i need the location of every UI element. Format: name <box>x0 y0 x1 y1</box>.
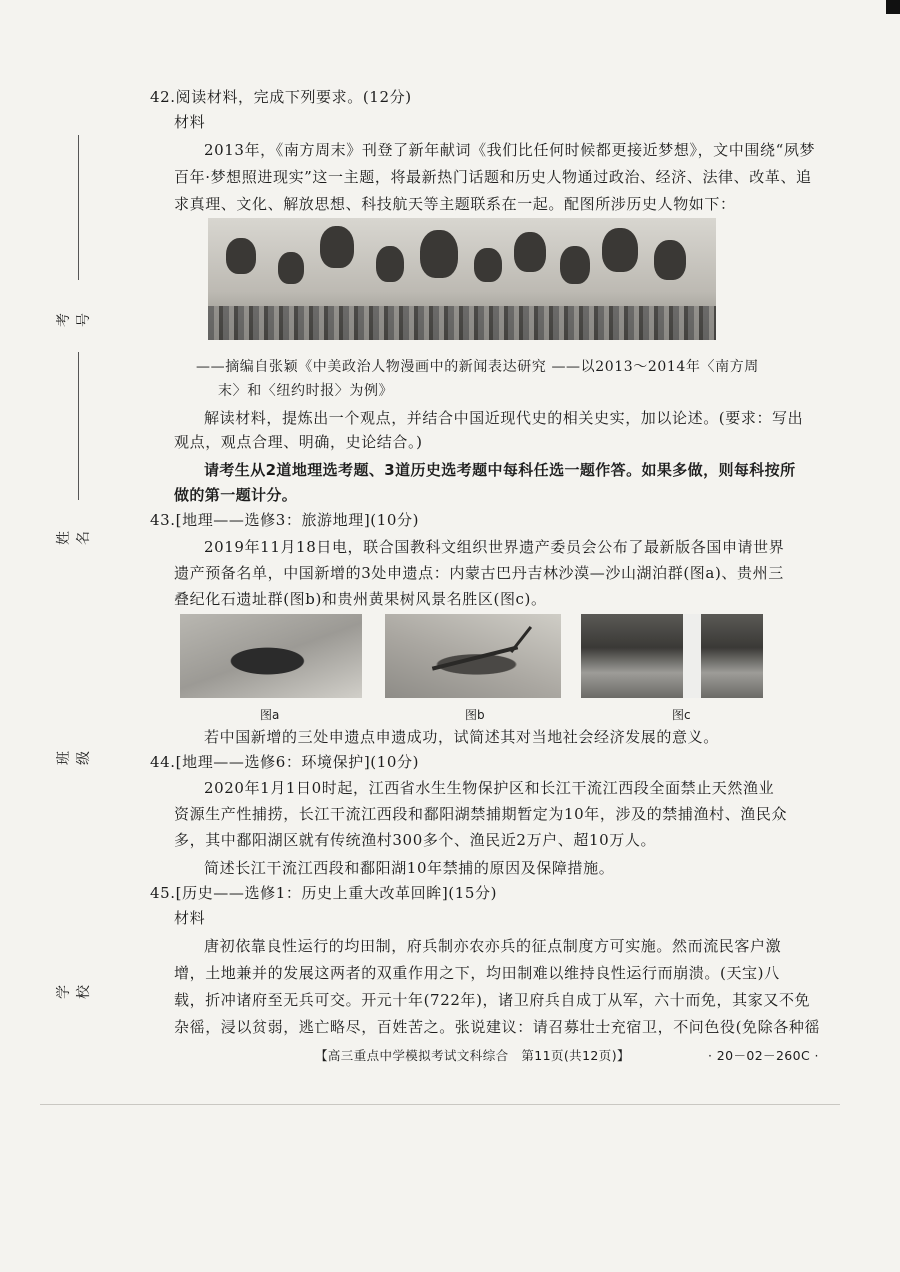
q45-title: 45.[历史——选修1：历史上重大改革回眸](15分) <box>150 884 498 902</box>
portrait <box>226 238 256 274</box>
caption-c: 图c <box>672 708 691 722</box>
q45-paragraph-line: 增，土地兼并的发展这两者的双重作用之下，均田制难以维持良性运行而崩溃。(天宝)八 <box>174 964 780 982</box>
q44-paragraph-line: 多，其中鄱阳湖区就有传统渔村300多个、渔民近2万户、超10万人。 <box>174 831 657 849</box>
q42-material-label: 材料 <box>174 113 206 131</box>
q43-paragraph-line: 叠纪化石遗址群(图b)和贵州黄果树风景名胜区(图c)。 <box>174 590 547 608</box>
portrait <box>320 226 354 268</box>
portrait <box>420 230 458 278</box>
corner-registration-mark <box>886 0 900 14</box>
q45-paragraph-line: 载，折冲诸府至无兵可交。开元十年(722年)，诸卫府兵自成丁从军，六十而免，其家又不免 <box>174 991 811 1009</box>
q42-source-line: ——摘编自张颖《中美政治人物漫画中的新闻表达研究 ——以2013～2014年〈南方周 <box>196 359 759 375</box>
q45-material-label: 材料 <box>174 909 206 927</box>
q45-paragraph-line: 杂徭，浸以贫弱，逃亡略尽，百姓苦之。张说建议：请召募壮士充宿卫，不问色役(免除各种徭 <box>174 1018 821 1036</box>
portrait <box>474 248 502 282</box>
class-label: 班级 <box>56 751 92 765</box>
q42-task-line: 观点，观点合理、明确，史论结合。) <box>174 433 423 451</box>
collage-cityscape-band <box>208 306 716 340</box>
q44-paragraph-line: 资源生产性捕捞，长江干流江西段和鄱阳湖禁捕期暂定为10年，涉及的禁捕渔村、渔民众 <box>174 805 788 823</box>
exam-no-label: 考号 <box>56 313 92 327</box>
elective-instruction: 请考生从2道地理选考题、3道历史选考题中每科任选一题作答。如果多做，则每科按所 <box>204 461 796 479</box>
exam-no-blank-line <box>78 135 79 280</box>
school-label: 学校 <box>56 985 92 999</box>
elective-instruction: 做的第一题计分。 <box>174 486 298 504</box>
name-label: 姓名 <box>56 531 92 545</box>
q43-title: 43.[地理——选修3：旅游地理](10分) <box>150 511 420 529</box>
portrait <box>278 252 304 284</box>
q43-paragraph-line: 遗产预备名单，中国新增的3处申遗点：内蒙古巴丹吉林沙漠—沙山湖泊群(图a)、贵州三 <box>174 564 784 582</box>
q44-task: 简述长江干流江西段和鄱阳湖10年禁捕的原因及保障措施。 <box>204 859 615 877</box>
desert-lakes-photo <box>180 614 362 698</box>
page-footer-title: 【高三重点中学模拟考试文科综合 第11页(共12页)】 <box>315 1048 630 1063</box>
portrait <box>654 240 686 280</box>
q42-paragraph-line: 求真理、文化、解放思想、科技航天等主题联系在一起。配图所涉历史人物如下： <box>174 195 736 213</box>
waterfall-photo <box>581 614 763 698</box>
historical-figures-collage <box>208 218 716 340</box>
portrait <box>514 232 546 272</box>
portrait <box>560 246 590 284</box>
q42-paragraph-line: 百年·梦想照进现实”这一主题，将最新热门话题和历史人物通过政治、经济、法律、改革、追 <box>174 168 812 186</box>
q42-title: 42.阅读材料，完成下列要求。(12分) <box>150 88 412 106</box>
caption-a: 图a <box>260 708 280 722</box>
q42-source-line: 末〉和〈纽约时报〉为例》 <box>218 383 394 399</box>
fossil-skeleton <box>432 645 518 670</box>
q42-paragraph-line: 2013年，《南方周末》刊登了新年献词《我们比任何时候都更接近梦想》，文中围绕“夙梦 <box>204 141 816 159</box>
q43-paragraph-line: 2019年11月18日电，联合国教科文组织世界遗产委员会公布了最新版各国申请世界 <box>204 538 785 556</box>
name-blank-line <box>78 352 79 500</box>
scan-edge-rule <box>40 1104 840 1105</box>
q42-task-line: 解读材料，提炼出一个观点，并结合中国近现代史的相关史实，加以论述。(要求：写出 <box>204 409 804 427</box>
q43-task: 若中国新增的三处申遗点申遗成功，试简述其对当地社会经济发展的意义。 <box>204 728 719 746</box>
q45-paragraph-line: 唐初依靠良性运行的均田制，府兵制亦农亦兵的征点制度方可实施。然而流民客户激 <box>204 937 782 955</box>
fossil-photo <box>385 614 561 698</box>
portrait <box>376 246 404 282</box>
portrait <box>602 228 638 272</box>
caption-b: 图b <box>465 708 485 722</box>
q44-paragraph-line: 2020年1月1日0时起，江西省水生生物保护区和长江干流江西段全面禁止天然渔业 <box>204 779 775 797</box>
page-footer-code: · 20－02－260C · <box>708 1048 819 1063</box>
fossil-skeleton <box>510 626 532 653</box>
q44-title: 44.[地理——选修6：环境保护](10分) <box>150 753 420 771</box>
